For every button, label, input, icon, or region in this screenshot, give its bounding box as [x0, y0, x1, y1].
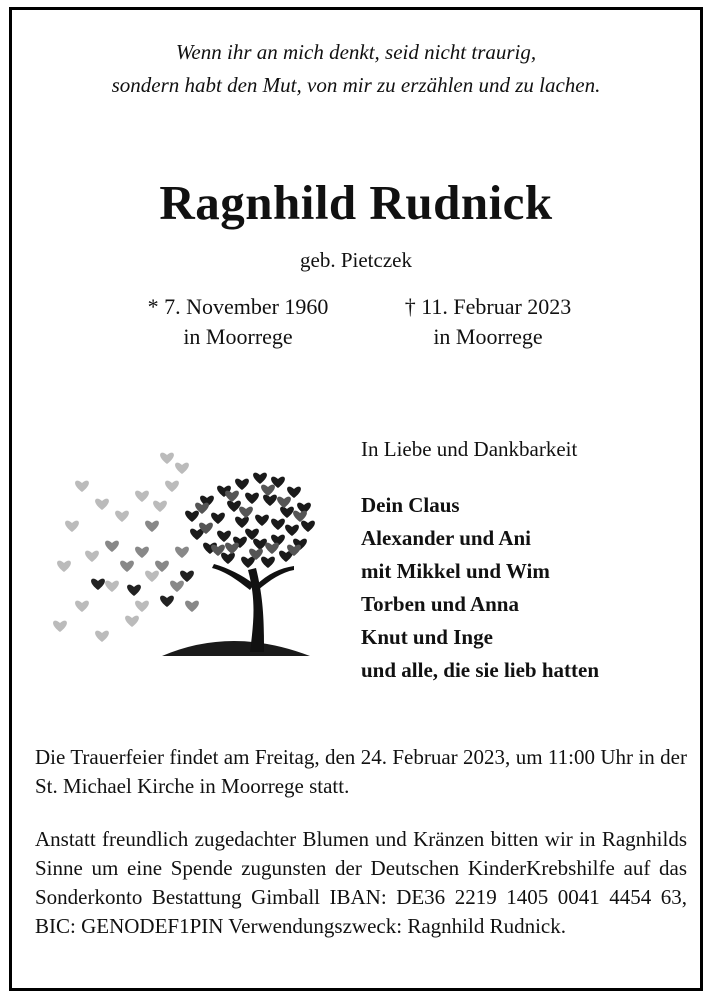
birth-place: in Moorrege — [183, 324, 293, 349]
mourner-name: Alexander und Ani — [361, 526, 531, 550]
hill-shape — [162, 641, 310, 656]
deceased-name: Ragnhild Rudnick — [159, 175, 553, 230]
birth-info — [108, 292, 368, 352]
birth-name: geb. Pietczek — [300, 248, 412, 272]
mourners-block — [361, 433, 681, 687]
mourner-name: Torben und Anna — [361, 592, 519, 616]
mourner-name: mit Mikkel und Wim — [361, 559, 550, 583]
ceremony-info: Die Trauerfeier findet am Freitag, den 24. Februar 2023, um 11:00 Uhr in der St. Michael Kirche in Moorrege statt. — [35, 745, 687, 798]
heart-tree-illustration — [42, 450, 332, 665]
death-place: in Moorrege — [433, 324, 543, 349]
death-date: † 11. Februar 2023 — [404, 294, 572, 319]
mourner-name: Knut und Inge — [361, 625, 493, 649]
mourner-name: Dein Claus — [361, 493, 460, 517]
mourner-name: und alle, die sie lieb hatten — [361, 658, 600, 682]
obituary-notice — [9, 7, 703, 991]
memorial-quote — [12, 36, 700, 102]
mourners-intro: In Liebe und Dankbarkeit — [361, 437, 578, 461]
death-info — [358, 292, 618, 352]
quote-line-1: Wenn ihr an mich denkt, seid nicht traurig, — [175, 40, 537, 64]
quote-line-2: sondern habt den Mut, von mir zu erzählen und zu lachen. — [111, 73, 601, 97]
birth-date: * 7. November 1960 — [147, 294, 329, 319]
donation-request: Anstatt freundlich zugedachter Blumen und Kränzen bitten wir in Ragnhilds Sinne um eine Spende zugunsten der Deutschen KinderKrebshilfe auf das Sonderkonto Bestattung Gimball IBAN: DE36 2219 1405 0041 4454 63, BIC: GENODEF1PIN Verwendungszweck: Ragnhild Rudnick. — [35, 827, 687, 938]
